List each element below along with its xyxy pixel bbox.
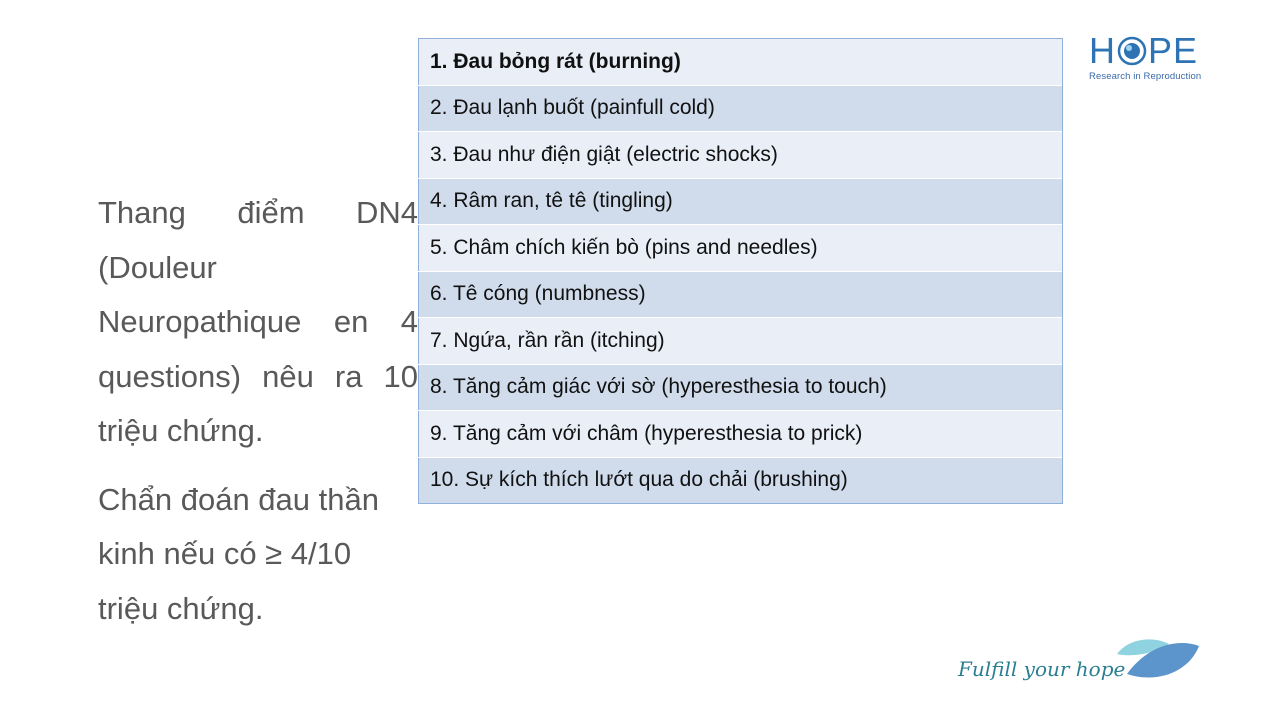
table-row	[419, 85, 1063, 132]
symptom-cell: 7. Ngứa, rần rần (itching)	[419, 318, 1063, 365]
eye-icon	[1117, 36, 1147, 66]
table-row	[419, 225, 1063, 272]
dn4-intro-text: Thang điểm DN4 (Douleur Neuropathique en 4 questions) nêu ra 10 triệu chứng.	[98, 195, 418, 448]
table-row	[419, 318, 1063, 365]
logo-wordmark	[1089, 30, 1201, 71]
symptom-cell: 2. Đau lạnh buốt (painfull cold)	[419, 85, 1063, 132]
diagnosis-text: Chẩn đoán đau thần kinh nếu có ≥ 4/10 triệu chứng.	[98, 481, 379, 626]
left-text-block	[98, 186, 418, 636]
symptom-cell: 6. Tê cóng (numbness)	[419, 271, 1063, 318]
slogan-text: Fulfill your hope	[958, 657, 1126, 681]
logo-tagline: Research in Reproduction	[1089, 71, 1202, 82]
symptom-cell: 3. Đau như điện giật (electric shocks)	[419, 132, 1063, 179]
logo-letter-h: H	[1089, 30, 1116, 71]
table-row	[419, 178, 1063, 225]
symptom-cell: 8. Tăng cảm giác với sờ (hyperesthesia to touch)	[419, 364, 1063, 411]
table-row	[419, 132, 1063, 179]
table-row	[419, 411, 1063, 458]
symptom-cell: 1. Đau bỏng rát (burning)	[419, 39, 1063, 86]
table-row	[419, 271, 1063, 318]
hope-logo	[1089, 30, 1202, 82]
symptom-cell: 10. Sự kích thích lướt qua do chải (brushing)	[419, 457, 1063, 504]
table-row	[419, 457, 1063, 504]
symptom-cell: 5. Châm chích kiến bò (pins and needles)	[419, 225, 1063, 272]
logo-letters-pe: PE	[1148, 30, 1199, 71]
table-row	[419, 364, 1063, 411]
symptom-cell: 9. Tăng cảm với châm (hyperesthesia to prick)	[419, 411, 1063, 458]
symptom-cell: 4. Râm ran, tê tê (tingling)	[419, 178, 1063, 225]
symptom-table	[418, 38, 1063, 504]
table-row	[419, 39, 1063, 86]
leaf-icon	[1113, 636, 1203, 687]
